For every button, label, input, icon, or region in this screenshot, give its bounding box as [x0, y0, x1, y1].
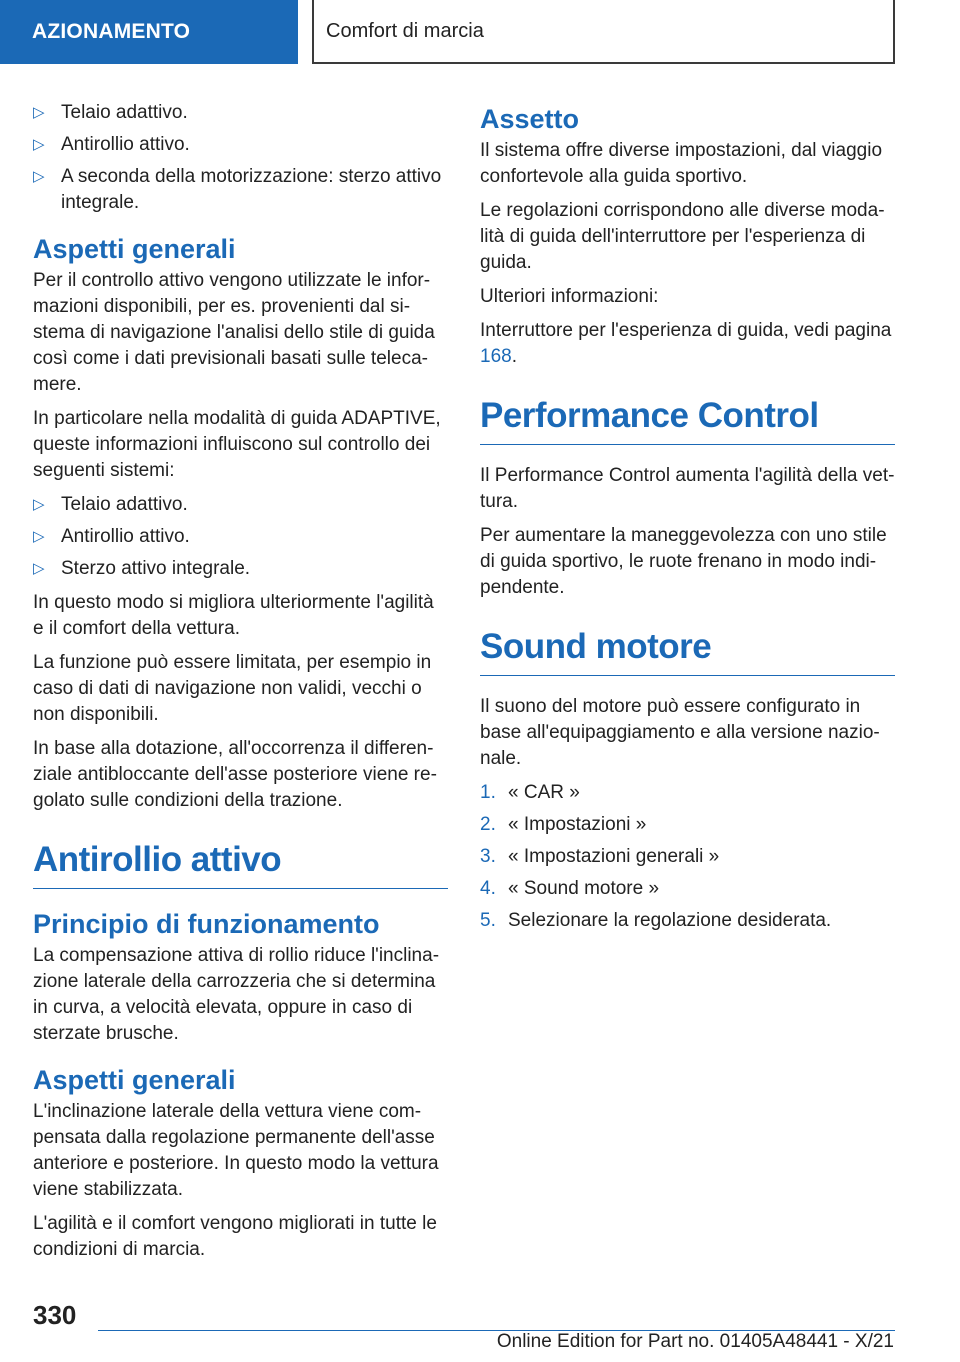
- footer-edition: Online Edition for Part no. 01405A48441 - X/21: [496, 1331, 894, 1352]
- page-reference-link[interactable]: 168: [480, 346, 512, 367]
- section-heading-aspetti-generali: Aspetti generali: [33, 234, 236, 264]
- triangle-bullet-icon: ▷: [33, 104, 45, 121]
- paragraph: Il Performance Control aumenta l'agilità della vettura.: [480, 465, 895, 512]
- left-column: [33, 100, 448, 1271]
- list-item: 4. « Sound motore »: [480, 876, 895, 902]
- chapter-heading-performance-control: Performance Control: [480, 394, 895, 445]
- step-number: 4.: [480, 878, 496, 899]
- list-item: 1. « CAR »: [480, 780, 895, 806]
- sound-steps-list: [480, 780, 895, 934]
- systems-bullet-list: [33, 492, 448, 582]
- paragraph: L'inclinazione laterale della vettura viene compensata dalla regolazione permanente dell'asse anteriore e posteriore. In questo modo la vettura viene stabilizzata.: [33, 1101, 439, 1200]
- step-number: 2.: [480, 814, 496, 835]
- chapter-heading-antirollio-attivo: Antirollio attivo: [33, 838, 448, 889]
- paragraph: In questo modo si migliora ulteriormente l'agilità e il comfort della vettura.: [33, 592, 434, 639]
- list-item: ▷ A seconda della motorizzazione: sterzo attivo integrale.: [33, 166, 442, 213]
- chapter-heading-sound-motore: Sound motore: [480, 625, 895, 676]
- paragraph: In particolare nella modalità di guida ADAPTIVE, queste informazioni influiscono sul controllo dei seguenti sistemi:: [33, 408, 441, 481]
- list-item: 2. « Impostazioni »: [480, 812, 895, 838]
- section-heading-aspetti-generali-2: Aspetti generali: [33, 1065, 236, 1095]
- paragraph: Per aumentare la maneggevolezza con uno stile di guida sportivo, le ruote frenano in modo indipendente.: [480, 525, 887, 598]
- list-item: ▷ Antirollio attivo.: [33, 524, 448, 550]
- header-chapter-title: Comfort di marcia: [312, 0, 895, 64]
- paragraph: L'agilità e il comfort vengono migliorati in tutte le condizioni di marcia.: [33, 1213, 437, 1260]
- paragraph: Ulteriori informazioni:: [480, 286, 659, 307]
- step-number: 1.: [480, 782, 496, 803]
- list-item: ▷ Sterzo attivo integrale.: [33, 556, 448, 582]
- step-number: 3.: [480, 846, 496, 867]
- list-item: ▷ Telaio adattivo.: [33, 492, 448, 518]
- paragraph: Il sistema offre diverse impostazioni, dal viaggio confortevole alla guida sportivo.: [480, 140, 883, 187]
- list-item: 3. « Impostazioni generali »: [480, 844, 895, 870]
- page-number: 330: [33, 1300, 77, 1330]
- step-number: 5.: [480, 910, 496, 931]
- triangle-bullet-icon: ▷: [33, 560, 45, 577]
- list-item: ▷ Antirollio attivo.: [33, 132, 448, 158]
- triangle-bullet-icon: ▷: [33, 496, 45, 513]
- list-item: ▷ Telaio adattivo.: [33, 100, 448, 126]
- header-section-tab: AZIONAMENTO: [0, 0, 298, 64]
- paragraph-with-link: Interruttore per l'esperienza di guida, vedi pagina 168.: [480, 320, 892, 367]
- section-heading-principio: Principio di funzionamento: [33, 909, 380, 939]
- paragraph: In base alla dotazione, all'occorrenza il differenziale antibloccante dell'asse posteriore viene regolato sulle condizioni della trazione.: [33, 738, 437, 811]
- paragraph: Per il controllo attivo vengono utilizzate le informazioni disponibili, per es. provenienti dal sistema di navigazione l'analisi dello stile di guida così come i dati previsionali basati sulle telecamere.: [33, 270, 435, 395]
- paragraph: La funzione può essere limitata, per esempio in caso di dati di navigazione non validi, vecchi o non disponibili.: [33, 652, 432, 725]
- intro-bullet-list: [33, 100, 448, 216]
- paragraph: Le regolazioni corrispondono alle diverse modalità di guida dell'interruttore per l'esperienza di guida.: [480, 200, 885, 273]
- triangle-bullet-icon: ▷: [33, 136, 45, 153]
- right-column: [480, 100, 895, 942]
- list-item: 5. Selezionare la regolazione desiderata.: [480, 908, 895, 934]
- paragraph: La compensazione attiva di rollio riduce l'inclinazione laterale della carrozzeria che si determina in curva, a velocità elevata, oppure in caso di sterzate brusche.: [33, 945, 440, 1044]
- triangle-bullet-icon: ▷: [33, 168, 45, 185]
- section-heading-assetto: Assetto: [480, 104, 580, 134]
- paragraph: Il suono del motore può essere configurato in base all'equipaggiamento e alla versione nazionale.: [480, 696, 880, 769]
- triangle-bullet-icon: ▷: [33, 528, 45, 545]
